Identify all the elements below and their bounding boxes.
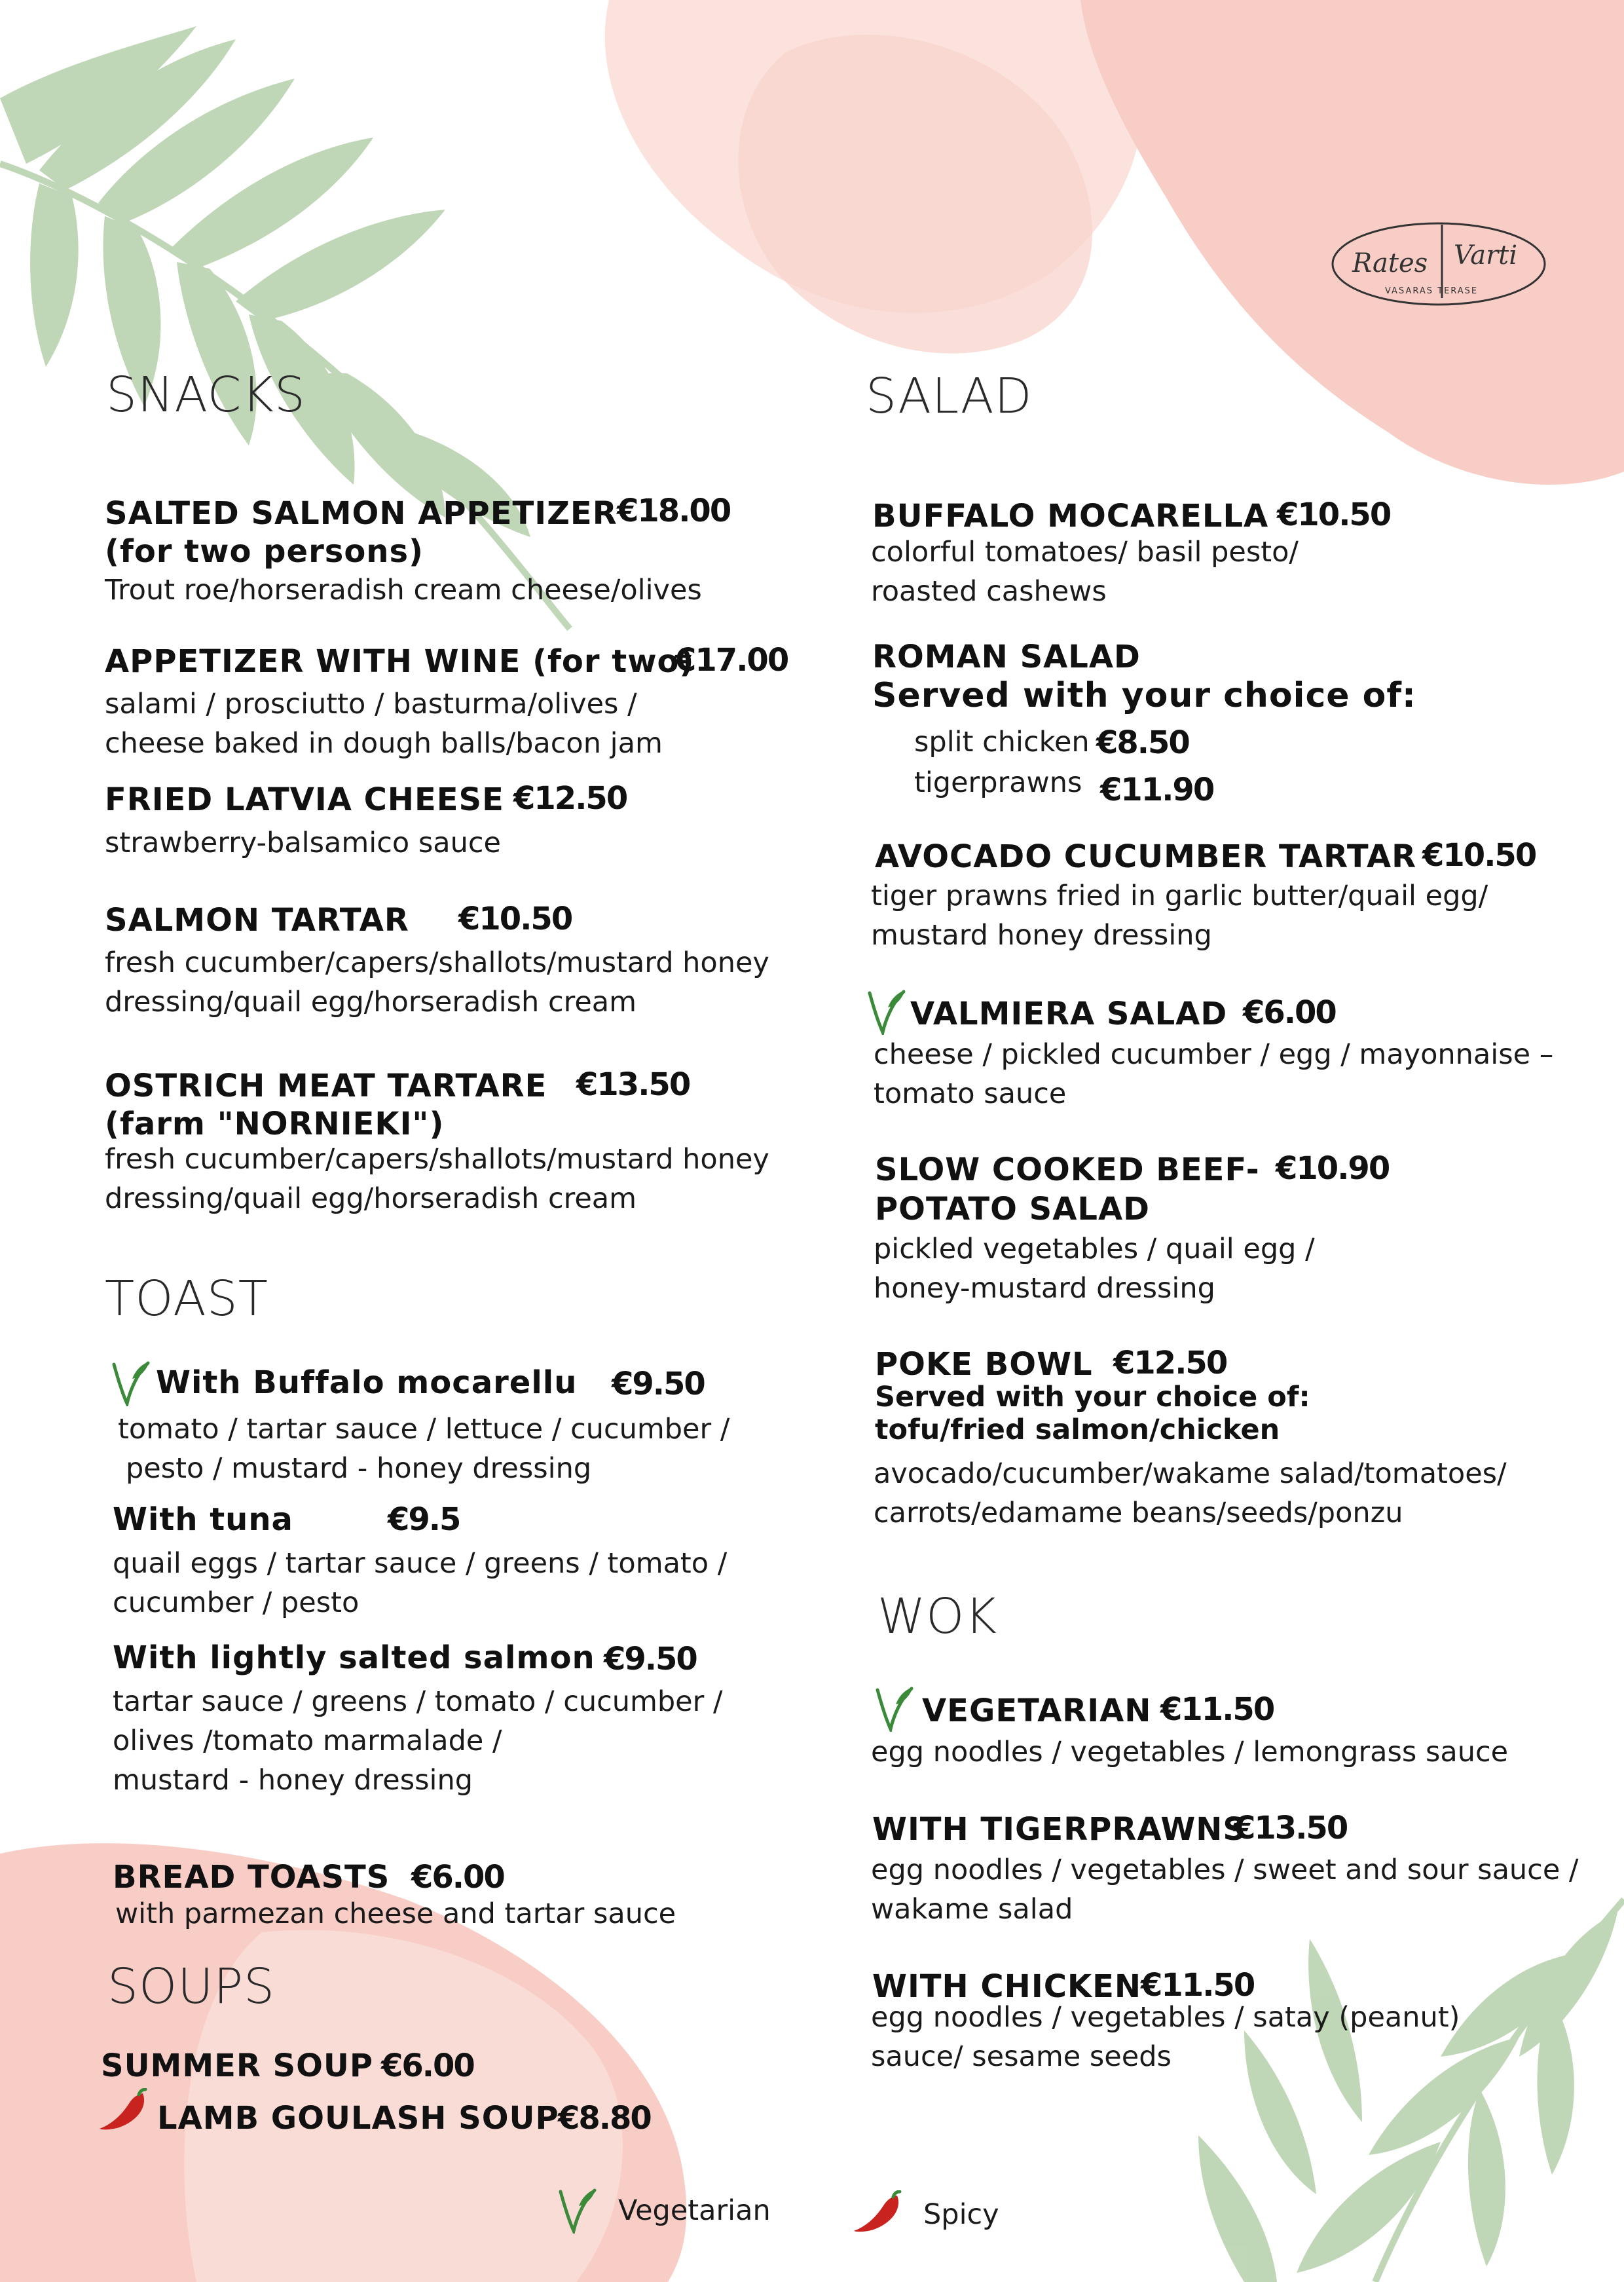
item-description: tartar sauce / greens / tomato / cucumber / xyxy=(113,1685,723,1718)
chili-pepper-icon xyxy=(97,2088,149,2134)
item-description: carrots/edamame beans/seeds/ponzu xyxy=(874,1497,1403,1529)
item-price: €11.50 xyxy=(1160,1691,1274,1728)
item-description: roasted cashews xyxy=(871,575,1107,608)
section-title-toast: TOAST xyxy=(105,1271,268,1327)
item-price: €10.50 xyxy=(1277,496,1391,533)
item-description: salami / prosciutto / basturma/olives / xyxy=(105,688,637,720)
chili-pepper-icon xyxy=(851,2190,904,2236)
item-price: €6.00 xyxy=(381,2048,474,2084)
item-price: €12.50 xyxy=(513,780,627,817)
item-description: mustard - honey dressing xyxy=(113,1764,473,1797)
option-price: €8.50 xyxy=(1096,724,1189,761)
item-description: strawberry-balsamico sauce xyxy=(105,827,501,859)
item-price: €10.90 xyxy=(1276,1150,1390,1187)
item-price: €13.50 xyxy=(576,1066,690,1103)
item-description: fresh cucumber/capers/shallots/mustard honey xyxy=(105,946,769,979)
palm-leaf-bottom-right xyxy=(1198,1899,1624,2282)
item-name: VEGETARIAN xyxy=(922,1693,1152,1729)
vegetarian-leaf-icon xyxy=(557,2186,599,2234)
item-description: dressing/quail egg/horseradish cream xyxy=(105,986,637,1019)
section-title-wok: WOK xyxy=(877,1588,997,1645)
item-price: €11.50 xyxy=(1141,1967,1255,2004)
item-description: colorful tomatoes/ basil pesto/ xyxy=(871,536,1299,569)
item-name: With Buffalo mocarellu xyxy=(156,1364,578,1401)
item-price: €17.00 xyxy=(674,642,788,679)
item-description: egg noodles / vegetables / sweet and sour sauce / xyxy=(871,1854,1579,1886)
item-name: BREAD TOASTS xyxy=(113,1859,390,1896)
logo-word-left: Rates xyxy=(1352,248,1428,278)
vegetarian-leaf-icon xyxy=(110,1359,152,1406)
item-description: Trout roe/horseradish cream cheese/olives xyxy=(105,574,702,607)
vegetarian-leaf-icon xyxy=(874,1685,915,1732)
item-subtitle: tofu/fried salmon/chicken xyxy=(875,1413,1280,1446)
item-name: AVOCADO CUCUMBER TARTAR xyxy=(875,838,1417,875)
item-description: mustard honey dressing xyxy=(871,919,1212,952)
option-price: €11.90 xyxy=(1100,772,1214,808)
item-name: OSTRICH MEAT TARTARE xyxy=(105,1068,547,1104)
item-description: dressing/quail egg/horseradish cream xyxy=(105,1182,637,1215)
item-name: With tuna xyxy=(113,1501,293,1538)
legend-spicy-label: Spicy xyxy=(923,2198,999,2231)
item-name: APPETIZER WITH WINE (for two) xyxy=(105,643,695,680)
item-description: cheese baked in dough balls/bacon jam xyxy=(105,727,663,760)
legend-vegetarian-label: Vegetarian xyxy=(618,2194,771,2227)
section-title-soups: SOUPS xyxy=(107,1958,275,2015)
logo-word-right: Varti xyxy=(1454,240,1518,271)
item-description: pickled vegetables / quail egg / xyxy=(874,1233,1315,1265)
item-description: fresh cucumber/capers/shallots/mustard honey xyxy=(105,1143,769,1176)
item-description: sauce/ sesame seeds xyxy=(871,2040,1172,2073)
item-name: ROMAN SALAD xyxy=(872,639,1141,675)
item-name: FRIED LATVIA CHEESE xyxy=(105,781,504,818)
item-description: egg noodles / vegetables / satay (peanut) xyxy=(871,2001,1460,2034)
item-description: egg noodles / vegetables / lemongrass sauce xyxy=(871,1736,1509,1768)
item-name: BUFFALO MOCARELLA xyxy=(872,498,1269,534)
item-description: cheese / pickled cucumber / egg / mayonnaise – xyxy=(874,1038,1554,1071)
section-title-salad: SALAD xyxy=(866,368,1033,424)
item-description: tomato / tartar sauce / lettuce / cucumber / xyxy=(118,1413,730,1446)
item-price: €8.80 xyxy=(558,2100,651,2137)
item-subtitle: Served with your choice of: xyxy=(872,676,1416,715)
item-description: olives /tomato marmalade / xyxy=(113,1725,502,1757)
item-price: €10.50 xyxy=(458,901,572,937)
vegetarian-leaf-icon xyxy=(866,988,908,1035)
item-description: tomato sauce xyxy=(874,1077,1067,1110)
item-description: avocado/cucumber/wakame salad/tomatoes/ xyxy=(874,1457,1507,1490)
item-name: LAMB GOULASH SOUP xyxy=(157,2100,559,2137)
item-description: with parmezan cheese and tartar sauce xyxy=(115,1898,676,1930)
restaurant-logo xyxy=(1329,219,1549,311)
item-description: cucumber / pesto xyxy=(113,1586,360,1619)
item-name: WITH CHICKEN xyxy=(872,1968,1142,2005)
item-subtitle: Served with your choice of: xyxy=(875,1381,1310,1413)
option-label: tigerprawns xyxy=(914,766,1082,799)
item-name-line2: (for two persons) xyxy=(105,533,424,570)
item-price: €9.5 xyxy=(388,1501,460,1538)
item-description: honey-mustard dressing xyxy=(874,1272,1215,1305)
logo-subtitle: VASARAS TERASE xyxy=(1385,286,1479,296)
item-name-line2: POTATO SALAD xyxy=(875,1191,1150,1227)
item-name: SLOW COOKED BEEF- xyxy=(875,1151,1260,1188)
item-description: quail eggs / tartar sauce / greens / tomato / xyxy=(113,1547,728,1580)
item-description: tiger prawns fried in garlic butter/quail egg/ xyxy=(871,880,1488,912)
item-price: €6.00 xyxy=(411,1859,504,1896)
item-name: With lightly salted salmon xyxy=(113,1639,595,1676)
section-title-snacks: SNACKS xyxy=(106,367,306,423)
item-name: SALMON TARTAR xyxy=(105,902,409,939)
item-name: SUMMER SOUP xyxy=(101,2048,374,2084)
item-price: €9.50 xyxy=(612,1366,705,1402)
item-name-line2: (farm "NORNIEKI") xyxy=(105,1106,445,1142)
item-name: VALMIERA SALAD xyxy=(910,996,1228,1032)
item-price: €9.50 xyxy=(604,1641,697,1677)
item-price: €10.50 xyxy=(1422,837,1536,874)
item-name: WITH TIGERPRAWNS xyxy=(872,1811,1246,1848)
item-name: POKE BOWL xyxy=(875,1346,1093,1383)
item-price: €18.00 xyxy=(617,493,731,529)
item-price: €12.50 xyxy=(1113,1345,1227,1381)
option-label: split chicken xyxy=(914,726,1090,758)
item-name: SALTED SALMON APPETIZER xyxy=(105,495,618,532)
item-price: €13.50 xyxy=(1234,1810,1348,1846)
item-price: €6.00 xyxy=(1243,994,1336,1031)
item-description: pesto / mustard - honey dressing xyxy=(126,1452,592,1485)
item-description: wakame salad xyxy=(871,1893,1073,1926)
